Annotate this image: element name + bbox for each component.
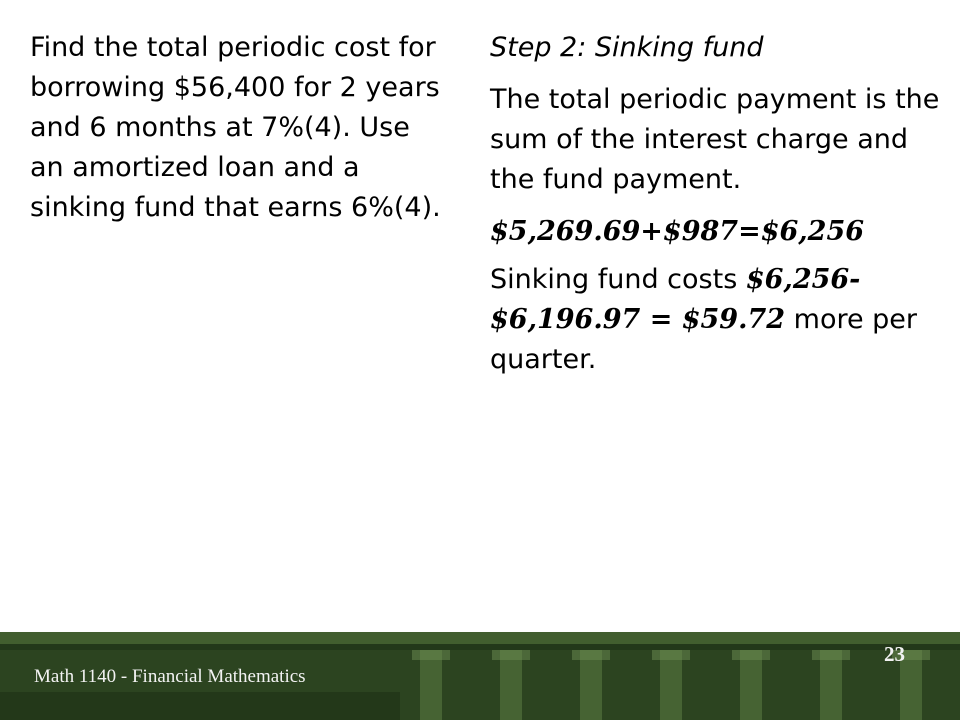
payment-equation: $5,269.69+$987=$6,256 (490, 216, 865, 247)
step-title: Step 2: Sinking fund (490, 32, 764, 63)
cost-expression: $6,256- $6,196.97 = $59.72 (490, 264, 861, 335)
cost-prefix: Sinking fund costs (490, 264, 746, 295)
course-title: Math 1140 - Financial Mathematics (34, 666, 306, 687)
problem-statement: Find the total periodic cost for borrowing $56,400 for 2 years and 6 months at 7%(4). Use an amortized loan and a sinking fund that earns 6%(4). (30, 32, 441, 223)
solution-panel (490, 28, 952, 380)
slide-number: 23 (884, 642, 905, 666)
cost-suffix: more per quarter. (490, 304, 918, 375)
payment-explanation: The total periodic payment is the sum of the interest charge and the fund payment. (490, 84, 940, 195)
footer-band (0, 632, 960, 720)
cost-comparison (490, 260, 952, 380)
